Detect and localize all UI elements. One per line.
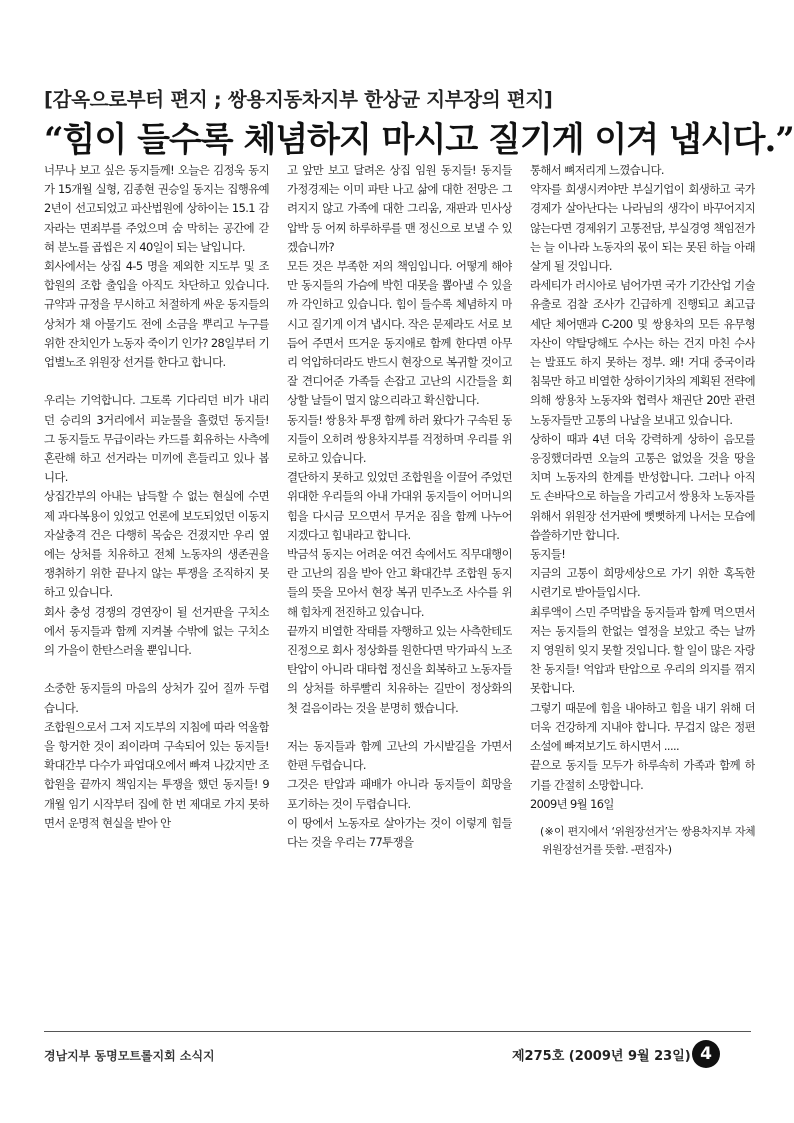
article-headline: “힘이 들수록 체념하지 마시고 질기게 이겨 냅시다.” [44, 120, 794, 160]
paragraph: 회사에서는 상집 4-5 명을 제외한 지도부 및 조합원의 조합 출입을 아직도 차단하고 있습니다. 규약과 규정을 무시하고 처절하게 싸운 동지들의 상처가 채 아물기도 전에 소금을 뿌리고 누구를 위한 잔치인가 노동자 죽이기 인가? 28일부터 기업별노조 위원장 선거를 한다고 합니다. [44, 259, 269, 370]
paragraph: 통해서 뼈저리게 느꼈습니다. [530, 163, 664, 177]
article-kicker: [감옥으로부터 편지 ; 쌍용지동차지부 한상균 지부장의 편지] [44, 88, 553, 111]
paragraph: 저는 동지들과 함께 고난의 가시밭길을 가면서 한편 두렵습니다. [287, 739, 512, 773]
paragraph: 그것은 탄압과 패배가 아니라 동지들이 희망을 포기하는 것이 두렵습니다. [287, 777, 512, 811]
paragraph: 너무나 보고 싶은 동지들께! 오늘은 김정욱 동지가 15개월 실형, 김종현 권승일 동지는 집행유예 2년이 선고되었고 파산법원에 상하이는 15.1 감자라는 면죄부를 주었으며 숨 막히는 공간에 갇혀 분노를 곱씹은 지 40일이 되는 날입니다. [44, 163, 269, 254]
paragraph: 끝까지 비열한 작태를 자행하고 있는 사측한테도 진정으로 회사 정상화를 원한다면 막가파식 노조탄압이 아니라 대타협 정신을 회복하고 노동자들의 상처를 하루빨리 치유하는 길만이 정상화의 첫 걸음이라는 것을 분명히 했습니다. [287, 623, 512, 715]
paragraph: 지금의 고통이 희망세상으로 가기 위한 혹독한 시련기로 받아들입시다. [530, 566, 755, 600]
paragraph: 회사 충성 경쟁의 경연장이 될 선거판을 구치소에서 동지들과 함께 지켜볼 수밖에 없는 구치소의 가을이 한탄스러울 뿐입니다. [44, 604, 269, 658]
paragraph: 상집간부의 아내는 납득할 수 없는 현실에 수면제 과다복용이 있었고 언론에 보도되었던 이동지 자살충격 건은 다행히 목숨은 건졌지만 우리 옆에는 상처를 치유하고 전체 노동자의 생존권을 쟁취하기 위한 끝나지 않는 투쟁을 조직하지 못하고 있습니다. [44, 489, 269, 600]
paragraph: 그렇기 때문에 힘을 내야하고 힘을 내기 위해 더더욱 건강하게 지내야 합니다. 무겁지 않은 정편소설에 빠져보기도 하시면서 ..... [530, 700, 755, 754]
paragraph: 최루액이 스민 주먹밥을 동지들과 함께 먹으면서 저는 동지들의 한없는 열정을 보았고 죽는 날까지 영원히 잊지 못할 것입니다. 할 일이 많은 자랑찬 동지들! 억압과 탄압으로 우리의 의지를 꺾지 못합니다. [530, 604, 755, 696]
paragraph: 결단하지 못하고 있었던 조합원을 이끌어 주었던 위대한 우리들의 아내 가대위 동지들이 어머니의 힘을 다시금 모으면서 무거운 짐을 함께 나누어지겠다고 힘내라고 합니다. [287, 470, 512, 542]
paragraph: 이 땅에서 노동자로 살아가는 것이 이렇게 힘들다는 것을 우리는 77투쟁을 [287, 815, 512, 850]
issue-info: 제275호 (2009년 9월 23일) [512, 1049, 691, 1064]
paragraph: 약자를 희생시켜야만 부실기업이 회생하고 국가경제가 살아난다는 나라님의 생각이 바꾸어지지 않는다면 경제위기 고통전담, 부실경영 책임전가는 늘 이나라 노동자의 몫이 되는 못된 하늘 아래 살게 될 것입니다. [530, 182, 755, 274]
paragraph: 상하이 때과 4년 더욱 강력하게 상하이 음모를 응징했더라면 오늘의 고통은 없었을 것을 땅을 치며 노동자의 한계를 반성합니다. 그러나 아직도 손바닥으로 하늘을 가리고서 쌍용차 노동자를 위해서 위원장 선거판에 뻣뻣하게 나서는 모습에 씁쓸하기만 합니다. [530, 431, 755, 542]
page-number-badge: 4 [692, 1040, 720, 1068]
paragraph: 동지들! [530, 547, 566, 562]
paragraph: 끝으로 동지들 모두가 하루속히 가족과 함께 하기를 간절히 소망합니다. [530, 758, 755, 792]
paragraph: 조합원으로서 그저 지도부의 지침에 따라 억울함을 항거한 것이 죄이라며 구속되어 있는 동지들! 확대간부 다수가 파업대오에서 빠져 나갔지만 조합원을 끝까지 책임지는 투쟁을 했던 동지들! 9개월 임기 시작부터 집에 한 번 제대로 가지 못하면서 운명적 현실을 받아 안 [44, 719, 269, 830]
footer-divider [44, 1031, 751, 1032]
text-column-1 [44, 161, 269, 1009]
text-column-3 [530, 161, 755, 1009]
paragraph: 동지들! 쌍용차 투쟁 함께 하러 왔다가 구속된 동지들이 오히려 쌍용차지부를 걱정하며 우리를 위로하고 있습니다. [287, 412, 512, 466]
paragraph: 박금석 동지는 어려운 여건 속에서도 직무대행이란 고난의 짐을 받아 안고 확대간부 조합원 동지들의 뜻을 모아서 현장 복귀 민주노조 사수를 위해 힘차게 전진하고 있습니다. [287, 547, 512, 619]
paragraph: 우리는 기억합니다. 그토록 기다리던 비가 내리던 승리의 3거리에서 피눈물을 흘렸던 동지들! 그 동지들도 무급이라는 카드를 회유하는 사측에 혼란해 하고 선거라는 미끼에 흔들리고 있나 봅니다. [44, 393, 269, 485]
letter-date: 2009년 9월 16일 [530, 796, 614, 811]
paragraph: 모든 것은 부족한 저의 책임입니다. 어떻게 해야만 동지들의 가슴에 박힌 대못을 뽑아낼 수 있을까 각인하고 있습니다. 힘이 들수록 체념하지 마시고 질기게 이겨 냅시다. 작은 문제라도 서로 보듬어 주면서 뜨거운 동지애로 함께 한다면 아무리 억압하더라도 반드시 현장으로 복귀할 것이고 잘 견디어준 가족들 손잡고 고난의 시간들을 회상할 날들이 멀지 않으리라고 확신합니다. [287, 259, 512, 408]
paragraph: 고 앞만 보고 달려온 상집 임원 동지들! 동지들 가정경제는 이미 파탄 나고 삶에 대한 전망은 그려지지 않고 가족에 대한 그리움, 재판과 민사상 압박 등 어찌 하루하루를 맨 정신으로 보낼 수 있겠습니까? [287, 163, 512, 254]
paragraph: 소중한 동지들의 마음의 상처가 깊어 질까 두렵습니다. [44, 681, 269, 715]
article-body [44, 161, 755, 1009]
text-column-2 [287, 161, 512, 1009]
newsletter-name: 경남지부 동명모트롤지회 소식지 [44, 1049, 215, 1063]
paragraph: 라세티가 러시아로 넘어가면 국가 기간산업 기술유출로 검찰 조사가 긴급하게 진행되고 최고급 세단 체어맨과 C-200 및 쌍용차의 모든 유무형 자산이 약탈당해도 수사는 하는 건지 마친 수사는 발표도 하지 못하는 정부. 왜! 거대 중국이라 침묵만 하고 비열한 상하이기차의 계획된 전략에 의해 쌍용차 노동자와 협력사 채권단 20만 관련 노동자들만 고통의 나날을 보내고 있습니다. [530, 278, 755, 427]
editor-note: (※이 편지에서 ‘위원장선거’는 쌍용차지부 자체 위원장선거를 뜻함. -편집자-) [540, 824, 755, 856]
